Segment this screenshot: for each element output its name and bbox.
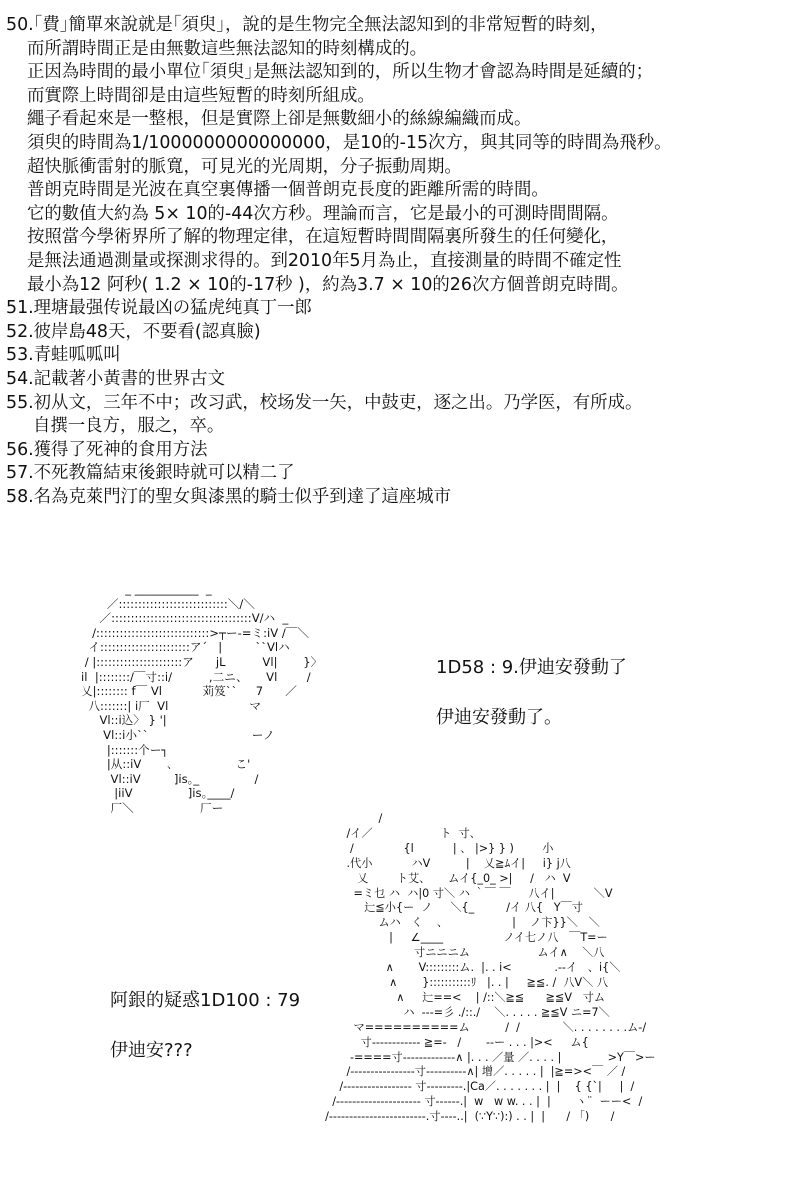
note-line: 普朗克時間是光波在真空裏傳播一個普朗克長度的距離所需的時間。 <box>27 180 549 201</box>
note-line: 51.理塘最强传说最凶の猛虎纯真丁一郎 <box>6 298 312 319</box>
note-line: 58.名為克萊門汀的聖女與漆黑的騎士似乎到達了這座城市 <box>6 486 452 507</box>
ascii-art-gintoki: _ ___________ _ ／::::::::::::::::::::::::::::＼/＼ ／::::::::::::::::::::::::::::::::::::V/ハ _ /:::::::::::::::::::::::::::::>┬ー-=ミ:iV /￣＼ イ:::::::::::::::::::::::ア´ | ``Vlハ / |::::::::::::::::::::::ア jL Vl| }〉 il |::::::::/￣寸::i/ ,二ニ、 Vl / 乂|:::::::: f￣ Vl 苅笈`` 7 ／ 八:::::::| i厂 Vl マ Vl::i込〉 } '| Vl::i小`` ーノ |:::::::个ー┐ |从::iV ､ こ' Vl::iV ]is｡_ / |iiV ]is｡____/ 厂＼ 厂ー <box>81 582 323 815</box>
note-line: 超快脈衝雷射的脈寬，可見光的光周期，分子振動周期。 <box>27 156 462 177</box>
note-line: 55.初从文，三年不中；改习武，校场发一矢，中鼓吏，逐之出。乃学医，有所成。 <box>6 392 643 413</box>
note-line: 繩子看起來是一整根，但是實際上卻是無數細小的絲線編織而成。 <box>27 109 532 130</box>
note-line: 正因為時間的最小單位｢須臾｣是無法認知到的，所以生物才會認為時間是延續的； <box>27 62 654 83</box>
note-line: 56.獲得了死神的食用方法 <box>6 439 208 460</box>
gin-doubt-roll: 阿銀的疑惑1D100 : 79 <box>110 990 301 1011</box>
note-line: 它的數值大約為 5× 10的-44次方秒。理論而言，它是最小的可測時間間隔。 <box>27 203 619 224</box>
note-line: 最小為12 阿秒( 1.2 × 10的-17秒 )，約為3.7 × 10的26次方個普朗克時間。 <box>27 274 629 295</box>
dice-result: 1D58 : 9.伊迪安發動了 <box>436 657 627 678</box>
note-line: 自撰一良方，服之，卒。 <box>33 416 225 437</box>
ascii-art-edian: / /イ／ ト 寸、 / {l | 、 |>} } ) 小 .代小 ハV | 乂≧ﾑイ| i} j八 乂 ト艾、 ムイ{_0_ >| / ハ V =ミ乜 ハ ハ|0 寸＼ ハ ｀￣ ￣ 八イ| ＼V 辷≦小{ー ノ ＼{_ /イ 八{ Y￣寸 ムハ く 、 | ノ卞}}＼ ＼ | ∠____ ノイ七ノ八 ￣T=ー 寸ニニニム ムイ∧ ＼八 ∧ V:::::::::ム. |. . i< .--イ 、i{＼ ∧ }:::::::::::ﾘ |. . | ≧≦. / 八V＼ 八 ∧ 辷==< | /::＼≧≦ ≧≦V 寸ム ハ ---=彡 ./::./ ＼. . . . . ≧≦V ニ=7＼ マ==========ム / / ＼. . . . . . . .ム-/ 寸------------ ≧=- / --ー . . . |>< ム{ -====寸-------------∧ |. . . ／量 ／. . . . | >Y￣>ー /----------------寸----------∧| 增／. . . . . | |≧=><￣ ／ / /----------------- 寸---------.|Ca／. . . . . . . | | { {`| | / /--------------------- 寸------.| w w w. . . | | ヽ¨ ーー< / /------------------------.寸----..| (∵Y∵):) . . | | / 「) / <box>325 812 656 1124</box>
note-line: 52.彼岸島48天，不要看(認真臉) <box>6 321 261 342</box>
note-line: 按照當今學術界所了解的物理定律，在這短暫時間間隔裏所發生的任何變化， <box>27 227 619 248</box>
note-line: 而實際上時間卻是由這些短暫的時刻所組成。 <box>27 85 375 106</box>
note-line: 而所謂時間正是由無數這些無法認知的時刻構成的。 <box>27 38 427 59</box>
note-list <box>6 14 796 509</box>
note-line: 須臾的時間為1/1000000000000000，是10的-15次方，與其同等的時間為飛秒。 <box>27 132 672 153</box>
gin-question: 伊迪安??? <box>110 1040 193 1061</box>
note-line: 53.青蛙呱呱叫 <box>6 345 121 366</box>
note-line: 50.｢費｣簡單來說就是｢須臾｣，說的是生物完全無法認知到的非常短暫的時刻， <box>6 15 608 35</box>
note-line: 是無法通過測量或探測求得的。到2010年5月為止，直接測量的時間不確定性 <box>27 250 622 271</box>
dialogue-text: 伊迪安發動了。 <box>436 707 562 728</box>
note-line: 57.不死教篇結束後銀時就可以精二了 <box>6 463 295 484</box>
note-line: 54.記載著小黃書的世界古文 <box>6 368 225 389</box>
